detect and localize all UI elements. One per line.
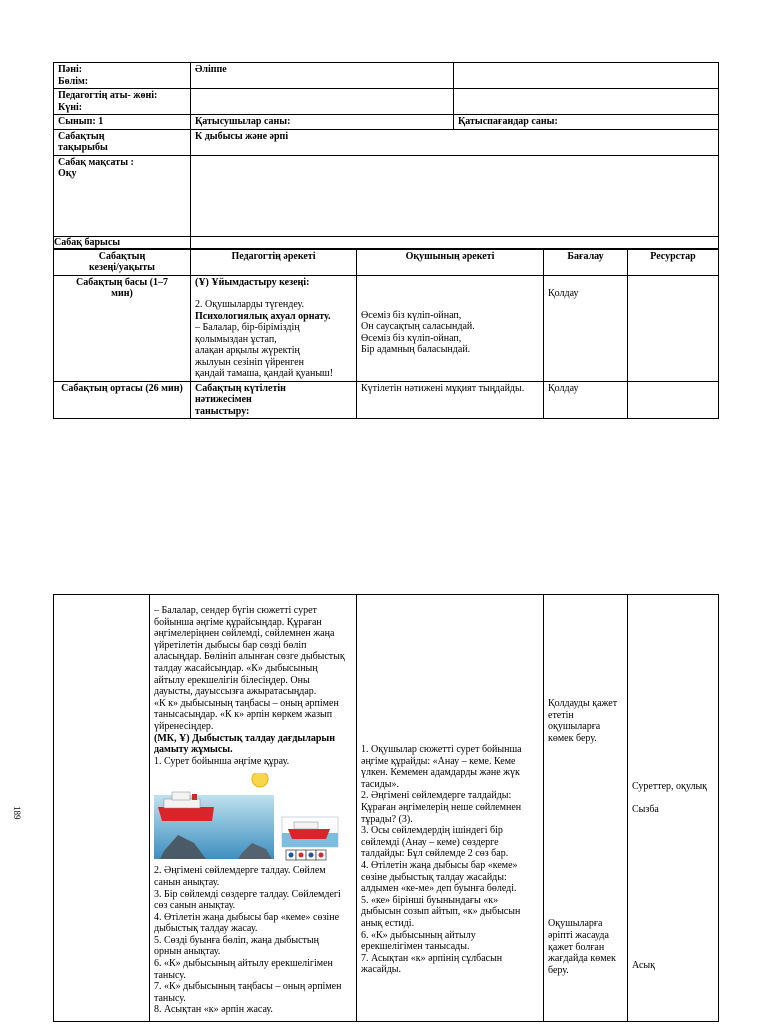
column-stage-1: Сабақтың [98,250,146,262]
teacher-intro [154,605,352,733]
teacher-text-line: – Балалар, сендер бүгін сюжетті сурет [154,605,317,616]
stage-middle: Сабақтың ортасы (26 мин) [54,381,191,419]
student-text-line: 3. Осы сөйлемдердің ішіндегі бір [361,825,503,837]
lesson-plan-table [53,62,719,249]
student-start-line: Бір адамның баласындай. [361,344,471,355]
stage-continuation [54,595,150,1022]
student-start-line: Өсеміз біз күліп-ойнап, [361,309,462,321]
stage-start-2: мин) [111,288,133,299]
student-text-line: тасиды». [361,778,400,790]
student-continuation [357,595,544,1022]
topic-value: К дыбысы және әрпі [191,129,719,155]
teacher-middle [191,381,357,419]
teacher-task: орнын анықтау. [154,946,221,958]
subject-label: Пәні: [58,64,83,75]
teacher-bold-heading-2: дамыту жұмысы. [154,744,233,756]
continuation-table [53,594,719,1022]
teacher-start-line: – Балалар, бір-бірімiздiң [195,322,300,333]
assessment-text: Оқушыларға [548,918,603,930]
student-text-line: 4. Өтілетін жаңа дыбысы бар «кеме» [361,859,518,871]
student-text-line: 1. Оқушылар сюжетті сурет бойынша [361,744,522,755]
resources-start [628,275,719,381]
teacher-name-label: Педагогтің аты- жөні: [58,90,158,101]
teacher-start-line: 2. Оқушыларды түгендеу. [195,299,305,310]
teacher-task: дыбыстық талдау жасау. [154,923,258,935]
teacher-name-value [191,89,454,115]
student-text-line: жасайды. [361,964,402,976]
section-label: Бөлім: [58,75,89,87]
teacher-text-line: «К к» дыбысының таңбасы – оның әрпімен [154,697,339,709]
teacher-continuation [150,595,357,1022]
goal-label: Сабақ мақсаты : [58,156,134,168]
teacher-middle-3: таныстыру: [195,405,250,417]
teacher-start-title: (Ұ) Ұйымдастыру кезеңі: [195,276,310,288]
teacher-start-line: қолымыздан ұстап, [195,333,277,345]
resources-middle [628,381,719,419]
student-start [357,275,544,381]
student-text-line: Құраған әңгімелерің неше сөйлемнен [361,801,522,813]
class-label: Сынып: 1 [54,115,191,130]
teacher-task: 3. Бір сөйлемді сөздерге талдау. Сөйлемдегі [154,888,341,900]
column-stage [54,249,191,275]
student-text-line: 5. «ке» бірінші буынындағы «к» [361,894,499,906]
page-number: 189 [12,806,22,820]
topic-label-cell [54,129,191,155]
topic-label: Сабақтың [58,130,105,142]
teacher-cell [54,89,191,115]
student-text-line: үлкен. Кемемен адамдарды және жүк [361,767,520,779]
ship-illustration [154,773,342,863]
assessment-text: көмек беру. [548,732,597,744]
teacher-task: 2. Әңгімені сөйлемдерге талдау. Сөйлем [154,865,326,877]
column-teacher: Педагогтің әрекеті [191,249,357,275]
assessment-start-value: Қолдау [548,287,579,299]
small-ship-icon [282,817,338,847]
empty-cell [454,89,719,115]
teacher-text-line: үйретілетін дыбысы бар сөзді бөліп [154,639,307,651]
assessment-middle: Қолдау [544,381,628,419]
teacher-task: 1. Сурет бойынша әңгіме құрау. [154,755,290,767]
goal-cell [54,155,191,248]
stage-start-1: Сабақтың басы (1–7 [75,276,169,288]
assessment-text: оқушыларға [548,721,601,733]
teacher-task-list [154,865,352,1016]
goal-value: Оқу [58,168,77,179]
teacher-text-line: айтылу ерекшелігін білесіңдер. Оны [154,674,310,686]
teacher-task: 6. «К» дыбысының айтылу ерекшелігімен [154,958,333,970]
student-start-line: Он саусақтың саласындай. [361,321,475,332]
resources-text: Асық [632,960,655,972]
column-resources: Ресурстар [628,249,719,275]
teacher-text-line: әңгімелеріңнен сөйлемді, сөйлемнен жаңа [154,628,335,640]
teacher-task: танысу. [154,992,186,1004]
topic-label-2: тақырыбы [58,142,108,153]
student-start-line: Өсеміз біз күліп-ойнап, [361,332,462,344]
teacher-start-line: қандай тамаша, қандай қуаныш! [195,368,334,379]
teacher-text-line: талдау жасайсыңдар. «К» дыбысының [154,662,318,674]
student-text-line: сөйлемді (Анау – кеме) сөздерге [361,836,499,848]
student-text-line: ерекшелігімен танысады. [361,941,470,953]
assessment-text: Қолдауды қажет [548,698,618,709]
teacher-task: сөз санын анықтау. [154,900,236,912]
column-assessment: Бағалау [544,249,628,275]
teacher-start-line: алақан арқылы жүректiң [195,345,300,356]
date-label: Күні: [58,101,83,113]
assessment-start [544,275,628,381]
teacher-start [191,275,357,381]
assessment-text: ететін [548,709,574,721]
teacher-middle-2: нәтижесімен [195,394,252,405]
resources-text: Сызба [632,803,659,815]
student-middle: Күтілетін нәтижені мұқият тыңдайды. [357,381,544,419]
present-label: Қатысушылар саны: [191,115,454,130]
lesson-flow-table [53,236,719,419]
student-text-line: сөзіне дыбыстық талдау жасайды: [361,871,507,883]
teacher-task: 4. Өтілетін жаңа дыбысы бар «кеме» сөзіне [154,911,340,923]
teacher-text-line: танысасыңдар. «К к» әрпін көркем жазып [154,709,333,721]
teacher-start-bold: Психологиялық ахуал орнату. [195,310,331,322]
subject-cell [54,63,191,89]
student-text-line: 7. Асықтан «к» әрпінің сұлбасын [361,952,503,964]
lesson-flow-label: Сабақ барысы [54,237,719,250]
teacher-task: санын анықтау. [154,876,220,888]
teacher-text-line: дауысты, дауыссызға ажыратасыңдар. [154,686,317,698]
resources-text: Суреттер, оқулық [632,781,708,792]
assessment-text: жағдайда көмек [548,953,616,965]
column-student: Оқушының әрекеті [357,249,544,275]
student-text-line: әңгіме құрайды: «Анау – кеме. Кеме [361,755,516,767]
student-text-line: алдымен «ке-ме» деп буынға бөледі. [361,883,517,895]
teacher-text-line: аласыңдар. Бөлініп алынған сөзге дыбыстық [154,651,345,663]
resources-continuation [628,595,719,1022]
goal-description [191,155,719,248]
assessment-text: беру. [548,964,569,976]
student-text-line: талдайды: Бұл сөйлемде 2 сөз бар. [361,848,509,860]
teacher-start-line: жылуын сезiнiп үйренген [195,356,304,368]
student-text-line: тұрады? (3). [361,813,413,825]
sound-scheme-icon [286,850,326,860]
assessment-text: әріпті жасауда [548,929,609,941]
empty-cell [454,63,719,89]
teacher-task: танысу. [154,969,186,981]
subject-value: Әліппе [191,63,454,89]
assessment-continuation [544,595,628,1022]
student-text-line: анық естиді. [361,917,415,929]
column-stage-2: кезеңі/уақыты [89,262,155,273]
teacher-text-line: үйренесіңдер. [154,720,214,732]
teacher-middle-1: Сабақтың күтілетін [195,382,286,394]
stage-start [54,275,191,381]
student-text-line: 6. «К» дыбысының айтылу [361,929,476,941]
teacher-text-line: бойынша әңгіме құрайсыңдар. Құраған [154,616,322,628]
student-text-line: 2. Әңгімені сөйлемдерге талдайды: [361,790,512,802]
teacher-task: 5. Сөзді буынға бөліп, жаңа дыбыстың [154,934,319,946]
absent-label: Қатыспағандар саны: [454,115,719,130]
assessment-text: қажет болған [548,941,605,953]
teacher-task: 7. «К» дыбысының таңбасы – оның әрпімен [154,981,342,993]
teacher-task: 8. Асықтан «к» әрпін жасау. [154,1004,273,1016]
student-text-line: дыбысын созып айтып, «к» дыбысын [361,906,521,918]
teacher-bold-heading: (МК, Ұ) Дыбыстық талдау дағдыларын [154,732,335,744]
